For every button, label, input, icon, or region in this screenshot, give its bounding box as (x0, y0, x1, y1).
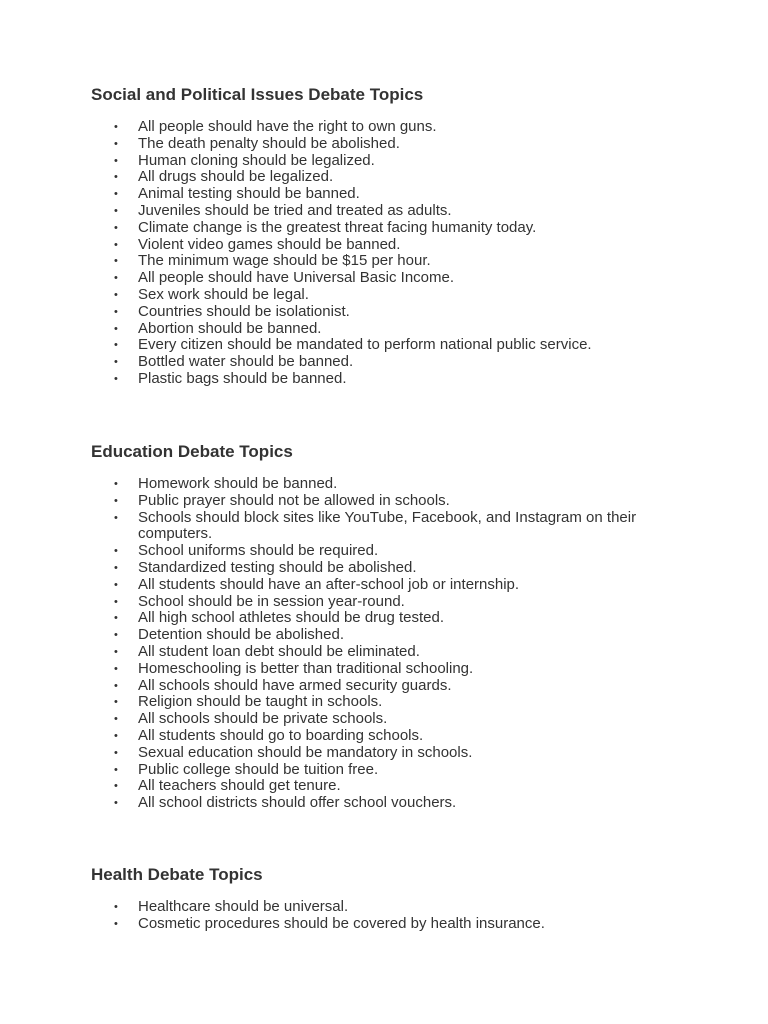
bullet-icon: • (114, 511, 118, 524)
list-item (91, 354, 711, 371)
list-item (91, 237, 711, 254)
list-item (91, 510, 711, 544)
list-item-text: Violent video games should be banned. (138, 235, 401, 253)
list-item (91, 203, 711, 220)
list-item-text: All students should have an after-school job or internship. (138, 575, 520, 593)
bullet-icon: • (114, 154, 118, 167)
bullet-icon: • (114, 478, 118, 490)
list-item-text: All drugs should be legalized. (138, 168, 334, 186)
bullet-icon: • (114, 746, 118, 759)
list-item (91, 762, 711, 779)
list-item-text: All students should go to boarding schools. (138, 726, 424, 744)
list-item-text: All people should have the right to own guns. (138, 118, 437, 135)
bullet-icon: • (114, 121, 118, 133)
list-item (91, 644, 711, 661)
section-health (91, 864, 711, 933)
list-item (91, 678, 711, 695)
section-title: Education Debate Topics (91, 442, 293, 461)
bullet-icon: • (114, 221, 118, 234)
list-item (91, 610, 711, 627)
list-item (91, 220, 711, 237)
list-item (91, 916, 711, 933)
bullet-icon: • (114, 238, 118, 251)
list-item-text: Juveniles should be tried and treated as adults. (138, 201, 452, 219)
bullet-icon: • (114, 662, 118, 675)
bullet-icon: • (114, 288, 118, 301)
list-item-text: Standardized testing should be abolished. (138, 558, 417, 576)
list-item (91, 560, 711, 577)
bullet-icon: • (114, 780, 118, 793)
list-item-text: Public college should be tuition free. (138, 760, 379, 778)
list-item-text: All school districts should offer school vouchers. (138, 794, 457, 812)
bullet-icon: • (114, 494, 118, 507)
list-item-text: The minimum wage should be $15 per hour. (138, 252, 431, 270)
list-item (91, 577, 711, 594)
list-item-text: School uniforms should be required. (138, 542, 379, 560)
list-item (91, 270, 711, 287)
bullet-icon: • (114, 797, 118, 810)
bullet-icon: • (114, 339, 118, 352)
bullet-icon: • (114, 561, 118, 574)
list-item-text: Sex work should be legal. (138, 285, 309, 303)
list-item (91, 711, 711, 728)
list-item-text: Human cloning should be legalized. (138, 151, 375, 169)
bullet-icon: • (114, 322, 118, 335)
topic-list (91, 476, 711, 812)
list-item (91, 728, 711, 745)
bullet-icon: • (114, 645, 118, 658)
bullet-icon: • (114, 272, 118, 285)
bullet-icon: • (114, 696, 118, 709)
list-item-text: Cosmetic procedures should be covered by health insurance. (138, 914, 545, 932)
list-item-text: Healthcare should be universal. (138, 898, 349, 915)
topic-list (91, 899, 711, 933)
bullet-icon: • (114, 713, 118, 726)
list-item (91, 493, 711, 510)
list-item (91, 745, 711, 762)
list-item-text: All people should have Universal Basic Income. (138, 269, 455, 287)
list-item-text: Every citizen should be mandated to perform national public service. (138, 336, 592, 354)
list-item (91, 337, 711, 354)
list-item-text: Homework should be banned. (138, 475, 338, 492)
section-education (91, 441, 711, 812)
bullet-icon: • (114, 255, 118, 268)
list-item (91, 899, 711, 916)
list-item-text: All teachers should get tenure. (138, 777, 341, 795)
list-item-text: Countries should be isolationist. (138, 302, 350, 320)
list-item (91, 287, 711, 304)
list-item (91, 795, 711, 812)
bullet-icon: • (114, 901, 118, 913)
bullet-icon: • (114, 137, 118, 150)
section-title: Health Debate Topics (91, 865, 263, 884)
list-item-text: All schools should have armed security guards. (138, 676, 452, 694)
list-item (91, 627, 711, 644)
list-item (91, 694, 711, 711)
list-item (91, 253, 711, 270)
list-item-text: Detention should be abolished. (138, 626, 344, 644)
list-item-text: Public prayer should not be allowed in schools. (138, 491, 450, 509)
list-item (91, 304, 711, 321)
topic-list (91, 119, 711, 388)
list-item-text: All schools should be private schools. (138, 710, 388, 728)
list-item-text: Schools should block sites like YouTube, Facebook, and Instagram on their computers. (138, 508, 637, 543)
section-title: Social and Political Issues Debate Topics (91, 85, 424, 104)
list-item (91, 543, 711, 560)
list-item-text: Animal testing should be banned. (138, 185, 360, 203)
bullet-icon: • (114, 356, 118, 369)
bullet-icon: • (114, 629, 118, 642)
list-item (91, 136, 711, 153)
list-item-text: Sexual education should be mandatory in schools. (138, 743, 473, 761)
list-item-text: All high school athletes should be drug tested. (138, 609, 445, 627)
bullet-icon: • (114, 305, 118, 318)
bullet-icon: • (114, 612, 118, 625)
bullet-icon: • (114, 578, 118, 591)
bullet-icon: • (114, 595, 118, 608)
list-item (91, 169, 711, 186)
list-item-text: The death penalty should be abolished. (138, 134, 400, 152)
list-item (91, 371, 711, 388)
section-social-political (91, 84, 711, 388)
list-item-text: Abortion should be banned. (138, 319, 322, 337)
bullet-icon: • (114, 171, 118, 184)
list-item (91, 594, 711, 611)
list-item (91, 321, 711, 338)
list-item (91, 778, 711, 795)
bullet-icon: • (114, 372, 118, 385)
list-item (91, 186, 711, 203)
list-item-text: Bottled water should be banned. (138, 353, 354, 371)
list-item-text: Homeschooling is better than traditional schooling. (138, 659, 474, 677)
list-item (91, 476, 711, 493)
list-item-text: Plastic bags should be banned. (138, 369, 347, 387)
bullet-icon: • (114, 188, 118, 201)
bullet-icon: • (114, 763, 118, 776)
bullet-icon: • (114, 729, 118, 742)
bullet-icon: • (114, 545, 118, 558)
bullet-icon: • (114, 917, 118, 930)
list-item-text: School should be in session year-round. (138, 592, 405, 610)
bullet-icon: • (114, 204, 118, 217)
list-item-text: Climate change is the greatest threat facing humanity today. (138, 218, 537, 236)
list-item (91, 153, 711, 170)
list-item-text: Religion should be taught in schools. (138, 693, 383, 711)
list-item (91, 661, 711, 678)
bullet-icon: • (114, 679, 118, 692)
list-item (91, 119, 711, 136)
list-item-text: All student loan debt should be eliminated. (138, 642, 420, 660)
